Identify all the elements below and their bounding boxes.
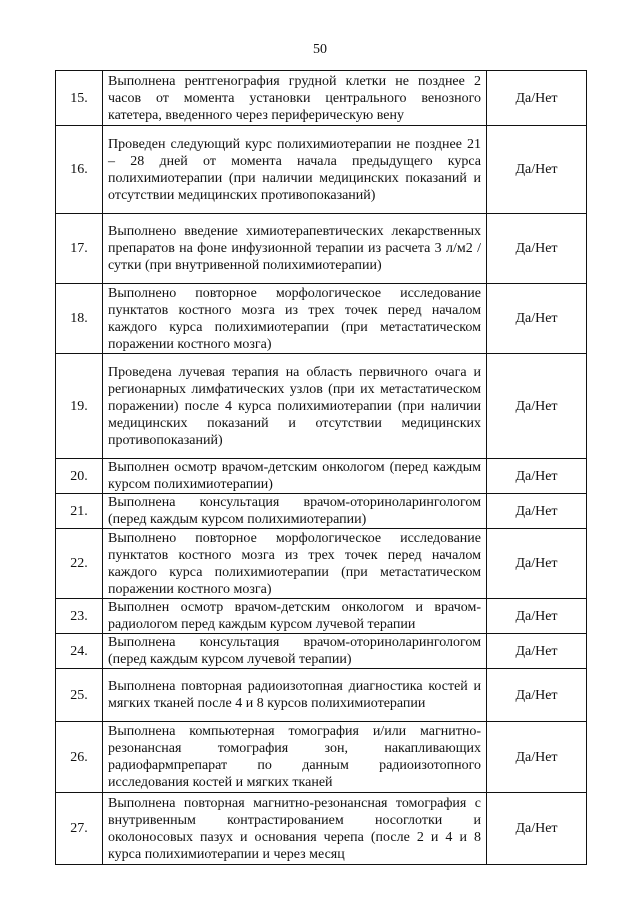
answer-cell: Да/Нет: [487, 494, 587, 529]
row-number: 27.: [56, 793, 103, 865]
table-row: [56, 494, 587, 529]
table-row: [56, 214, 587, 284]
answer-cell: Да/Нет: [487, 634, 587, 669]
row-number: 26.: [56, 722, 103, 793]
criterion-text: Выполнено введение химиотерапевтических лекарственных препаратов на фоне инфузионной терапии из расчета 3 л/м2 /сутки (при внутривенной полихимиотерапии): [103, 214, 487, 284]
row-number: 22.: [56, 529, 103, 599]
criterion-text: Выполнено повторное морфологическое исследование пунктатов костного мозга из трех точек перед началом каждого курса полихимиотерапии (при метастатическом поражении костного мозга): [103, 284, 487, 354]
criterion-text: Выполнена консультация врачом-оториноларингологом (перед каждым курсом лучевой терапии): [103, 634, 487, 669]
table-row: [56, 71, 587, 126]
answer-cell: Да/Нет: [487, 126, 587, 214]
criterion-text: Проведена лучевая терапия на область первичного очага и регионарных лимфатических узлов (при их метастатическом поражении) после 4 курса полихимиотерапии (при наличии медицинских показаний и отсутствии медицинских противопоказаний): [103, 354, 487, 459]
table-row: [56, 634, 587, 669]
criterion-text: Выполнена повторная магнитно-резонансная томография с внутривенным контрастированием носоглотки и околоносовых пазух и основания черепа (после 2 и 4 и 8 курса полихимиотерапии и через месяц: [103, 793, 487, 865]
table-row: [56, 126, 587, 214]
row-number: 19.: [56, 354, 103, 459]
table-row: [56, 669, 587, 722]
row-number: 21.: [56, 494, 103, 529]
criterion-text: Проведен следующий курс полихимиотерапии не позднее 21 – 28 дней от момента начала предыдущего курса полихимиотерапии (при наличии медицинских показаний и отсутствии медицинских противопоказаний): [103, 126, 487, 214]
row-number: 18.: [56, 284, 103, 354]
row-number: 20.: [56, 459, 103, 494]
criterion-text: Выполнен осмотр врачом-детским онкологом (перед каждым курсом полихимиотерапии): [103, 459, 487, 494]
row-number: 15.: [56, 71, 103, 126]
table-row: [56, 284, 587, 354]
answer-cell: Да/Нет: [487, 71, 587, 126]
row-number: 25.: [56, 669, 103, 722]
row-number: 17.: [56, 214, 103, 284]
criterion-text: Выполнена консультация врачом-оториноларингологом (перед каждым курсом полихимиотерапии): [103, 494, 487, 529]
criterion-text: Выполнена рентгенография грудной клетки не позднее 2 часов от момента установки центрального венозного катетера, введенного через периферическую вену: [103, 71, 487, 126]
table-row: [56, 529, 587, 599]
row-number: 23.: [56, 599, 103, 634]
answer-cell: Да/Нет: [487, 722, 587, 793]
page-number: 50: [313, 42, 327, 57]
quality-criteria-table: [55, 70, 587, 865]
table-row: [56, 459, 587, 494]
answer-cell: Да/Нет: [487, 529, 587, 599]
criterion-text: Выполнена компьютерная томография и/или магнитно-резонансная томография зон, накапливающих радиофармпрепарат по данным радиоизотопного исследования костей и мягких тканей: [103, 722, 487, 793]
criterion-text: Выполнено повторное морфологическое исследование пунктатов костного мозга из трех точек перед началом каждого курса полихимиотерапии (при метастатическом поражении костного мозга): [103, 529, 487, 599]
answer-cell: Да/Нет: [487, 459, 587, 494]
answer-cell: Да/Нет: [487, 793, 587, 865]
row-number: 16.: [56, 126, 103, 214]
answer-cell: Да/Нет: [487, 354, 587, 459]
answer-cell: Да/Нет: [487, 214, 587, 284]
criterion-text: Выполнена повторная радиоизотопная диагностика костей и мягких тканей после 4 и 8 курсов полихимиотерапии: [103, 669, 487, 722]
table-row: [56, 354, 587, 459]
table-row: [56, 599, 587, 634]
row-number: 24.: [56, 634, 103, 669]
table-row: [56, 722, 587, 793]
answer-cell: Да/Нет: [487, 599, 587, 634]
criterion-text: Выполнен осмотр врачом-детским онкологом и врачом-радиологом перед каждым курсом лучевой терапии: [103, 599, 487, 634]
answer-cell: Да/Нет: [487, 669, 587, 722]
table-row: [56, 793, 587, 865]
answer-cell: Да/Нет: [487, 284, 587, 354]
